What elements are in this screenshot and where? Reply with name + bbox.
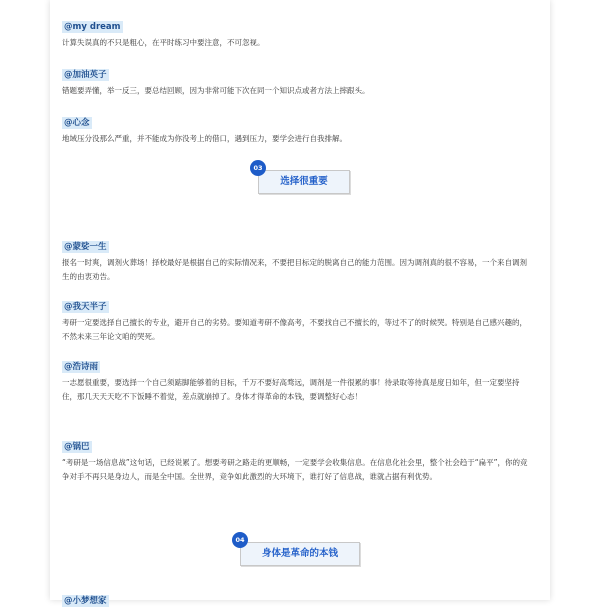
comment-handle: @心念 <box>64 118 90 128</box>
section-number-badge: 03 <box>250 160 266 176</box>
document-page <box>50 0 550 606</box>
comment-entry <box>62 62 530 98</box>
comment-handle: @蒙娑一生 <box>64 242 107 252</box>
section-title: 身体是革命的本钱 <box>240 542 360 566</box>
comment-entry <box>62 294 530 344</box>
comment-text: “考研是一场信息战”这句话，已经说累了。想要考研之路走的更顺畅，一定要学会收集信息。在信息化社会里，整个社会趋于“扁平”，你的竞争对手不再只是身边人，而是全中国。全世界，竞争如此激烈的大环境下，谁打好了信息战，谁就占据有利优势。 <box>62 458 528 481</box>
comment-text: 一志愿很重要，要选择一个自己须踮脚能够着的目标，千万不要好高骛远，调剂是一件很累的事！待录取等待真是度日如年，但一定要坚持住，那几天天天吃不下饭睡不着觉，差点就崩掉了。身体才得革命的本钱，要调整好心态！ <box>62 378 520 401</box>
section-heading-03 <box>50 156 550 200</box>
comment-entry <box>62 434 530 484</box>
comment-entry <box>62 234 530 284</box>
comment-text: 地域压分没那么严重，并不能成为你没考上的借口，遇到压力，要学会进行自我排解。 <box>62 134 347 143</box>
comment-handle: @浩诗雨 <box>64 362 99 372</box>
section-number-badge: 04 <box>232 532 248 548</box>
comment-text: 报名一时爽，调剂火葬场！择校最好是根据自己的实际情况来，不要把目标定的脱离自己的能力范围。因为调剂真的很不容易，一个来自调剂生的由衷劝告。 <box>62 258 527 281</box>
section-title: 选择很重要 <box>258 170 350 194</box>
comment-entry <box>62 588 530 607</box>
comment-handle: @加油英子 <box>64 70 107 80</box>
comment-entry <box>62 354 530 404</box>
comment-handle: @锅巴 <box>64 442 90 452</box>
section-heading-04 <box>50 532 550 576</box>
comment-entry <box>62 14 530 50</box>
comment-text: 计算失误真的不只是粗心，在平时练习中要注意，不可忽视。 <box>62 38 265 47</box>
comment-handle: @我天半子 <box>64 302 107 312</box>
comment-text: 考研一定要选择自己擅长的专业，避开自己的劣势。要知道考研不像高考，不要找自己不擅长的，等过不了的时候哭。特别是自己感兴趣的，不然未来三年论文咱的哭死。 <box>62 318 527 341</box>
comment-handle: @my dream <box>64 22 121 32</box>
comment-text: 错题要弄懂，举一反三，要总结回顾，因为非常可能下次在同一个知识点或者方法上摔跟头。 <box>62 86 370 95</box>
comment-handle: @小梦想家 <box>64 596 107 606</box>
comment-entry <box>62 110 530 146</box>
